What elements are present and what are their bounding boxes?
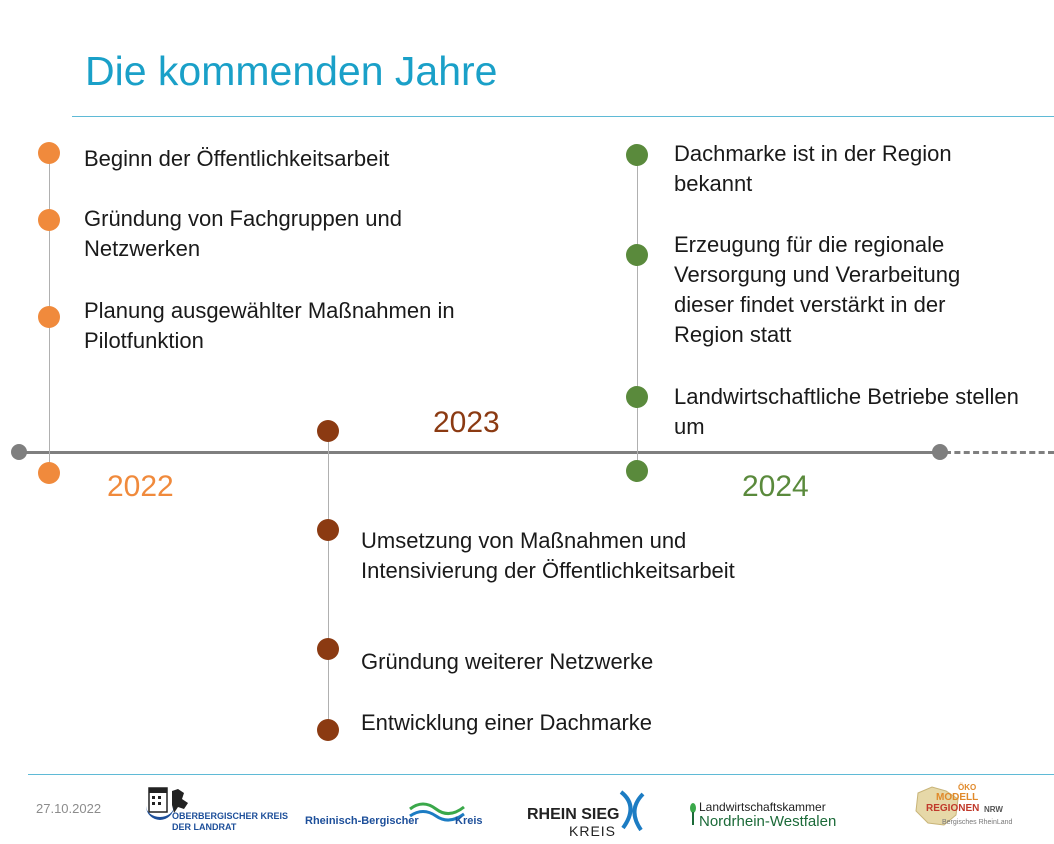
page-title: Die kommenden Jahre — [85, 48, 498, 94]
oberberg-logo-line2: DER LANDRAT — [172, 822, 237, 832]
milestone-2022-3: Planung ausgewählter Maßnahmen in Pilotfunktion — [84, 298, 455, 353]
milestone-2023-1: Umsetzung von Maßnahmen und Intensivierung der Öffentlichkeitsarbeit — [361, 528, 735, 583]
lwk-logo-line1: Landwirtschaftskammer — [699, 800, 826, 814]
rbk-logo-name: Rheinisch-Bergischer — [305, 815, 419, 827]
stem-2023 — [328, 431, 329, 730]
title-divider — [72, 116, 1054, 117]
year-label-2023: 2023 — [433, 406, 500, 439]
milestone-dot-2022-3 — [38, 306, 60, 328]
rheinsieg-logo-line1: RHEIN SIEG — [527, 806, 620, 823]
axis-end-marker — [932, 444, 948, 460]
year-dot-2023 — [317, 420, 339, 442]
milestone-dot-2024-1 — [626, 144, 648, 166]
milestone-dot-2022-1 — [38, 142, 60, 164]
rheinisch-bergischer-kreis-logo — [305, 801, 490, 831]
milestone-2022-1: Beginn der Öffentlichkeitsarbeit — [84, 146, 390, 171]
milestone-2022-2: Gründung von Fachgruppen und Netzwerken — [84, 206, 403, 261]
milestone-dot-2024-2 — [626, 244, 648, 266]
axis-start-marker — [11, 444, 27, 460]
rheinsieg-logo-line2: KREIS — [569, 823, 617, 839]
milestone-2023-3: Entwicklung einer Dachmarke — [361, 710, 653, 735]
lwk-logo-line2: Nordrhein-Westfalen — [699, 813, 837, 830]
footer-divider — [28, 774, 1054, 775]
timeline-axis — [18, 451, 940, 454]
year-label-2022: 2022 — [107, 470, 174, 503]
oberberg-logo-line1: OBERBERGISCHER KREIS — [172, 811, 289, 821]
oeko-logo-line1: ÖKO — [958, 783, 977, 792]
leaf-icon — [688, 802, 698, 826]
rbk-logo-kreis: Kreis — [455, 815, 483, 827]
stem-2024 — [637, 155, 638, 471]
milestone-dot-2023-2 — [317, 638, 339, 660]
footer-date: 27.10.2022 — [36, 801, 102, 816]
timeline-axis-dashed — [945, 451, 1054, 454]
landwirtschaftskammer-logo — [688, 800, 858, 832]
oeko-logo-line2: MODELL — [936, 792, 979, 803]
milestone-2024-2: Erzeugung für die regionale Versorgung und Verarbeitung dieser findet verstärkt in der Region statt — [674, 232, 961, 347]
oeko-logo-nrw: NRW — [984, 805, 1003, 814]
milestone-dot-2024-3 — [626, 386, 648, 408]
oeko-logo-sub: Bergisches RheinLand — [942, 819, 1013, 826]
milestone-dot-2023-1 — [317, 519, 339, 541]
milestone-dot-2023-3 — [317, 719, 339, 741]
rheinsieg-swoosh-icon — [617, 788, 647, 832]
oeko-logo-line3: REGIONEN — [926, 803, 980, 814]
year-dot-2024 — [626, 460, 648, 482]
year-label-2024: 2024 — [742, 470, 809, 503]
oeko-modellregionen-logo — [912, 783, 1032, 835]
milestone-2024-1: Dachmarke ist in der Region bekannt — [674, 141, 952, 196]
milestone-2023-2: Gründung weiterer Netzwerke — [361, 649, 654, 674]
milestone-2024-3: Landwirtschaftliche Betriebe stellen um — [674, 384, 1019, 439]
rhein-sieg-kreis-logo — [527, 788, 647, 838]
year-dot-2022 — [38, 462, 60, 484]
oberbergischer-kreis-logo — [146, 787, 289, 837]
milestone-dot-2022-2 — [38, 209, 60, 231]
